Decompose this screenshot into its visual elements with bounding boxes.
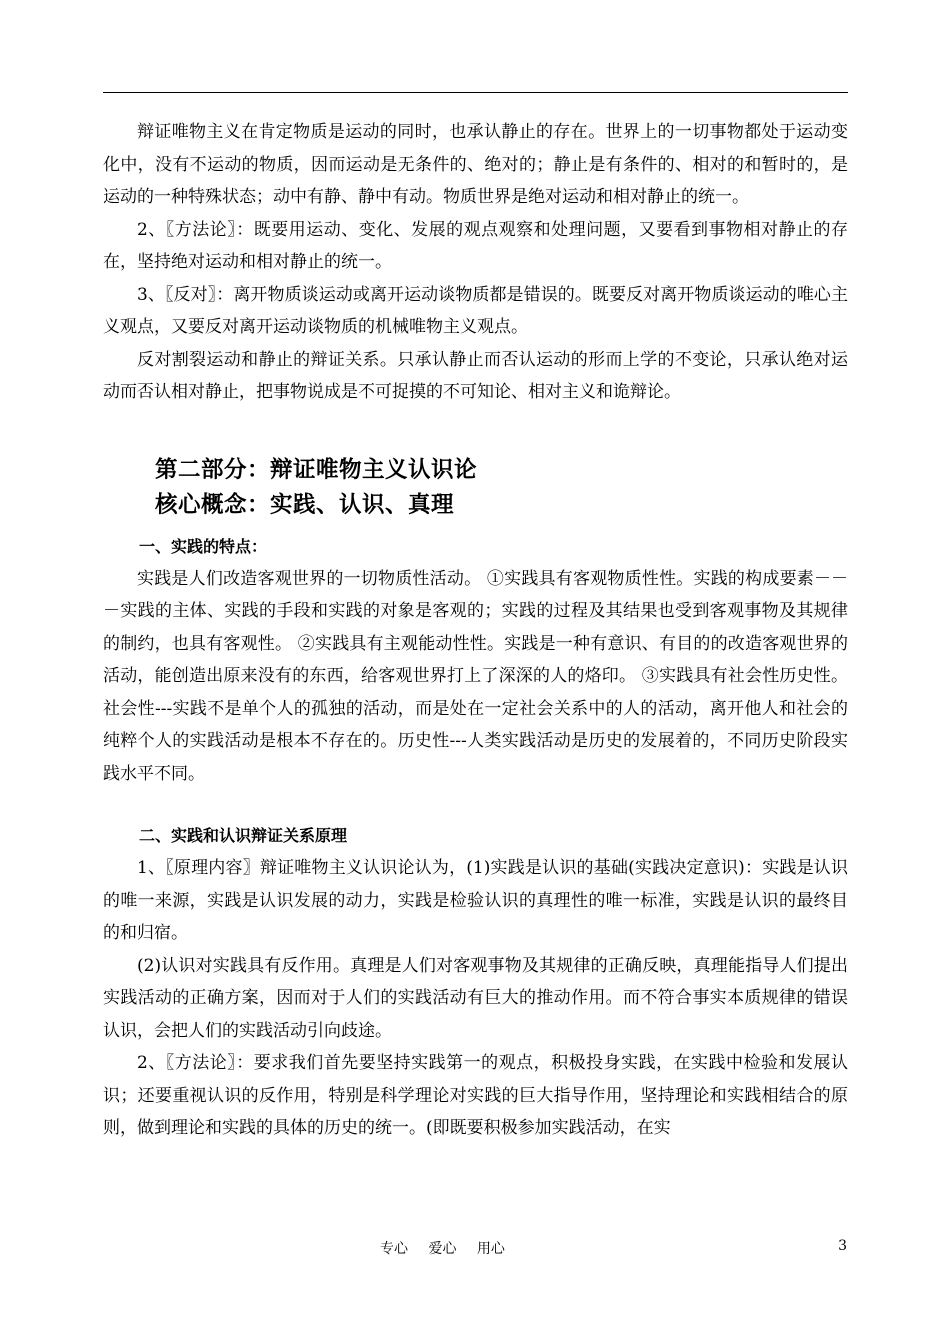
footer-motto: 专心 爱心 用心	[380, 1241, 505, 1257]
page-number: 3	[838, 1238, 847, 1254]
paragraph-principle: 1、〖原理内容〗辩证唯物主义认识论认为，(1)实践是认识的基础(实践决定意识)：实践是认识的唯一来源，实践是认识发展的动力，实践是检验认识的真理性的唯一标准，实践是认识的最终目的和归宿。	[103, 858, 848, 943]
page-footer	[0, 1238, 950, 1262]
paragraph-practice-features: 实践是人们改造客观世界的一切物质性活动。 ①实践具有客观物质性性。实践的构成要素－－－实践的主体、实践的手段和实践的对象是客观的；实践的过程及其结果也受到客观事物及其规律的制约，也具有客观性。 ②实践具有主观能动性性。实践是一种有意识、有目的的改造客观世界的活动，能创造出原来没有的东西，给客观世界打上了深深的人的烙印。 ③实践具有社会性历史性。社会性---实践不是单个人的孤独的活动，而是处在一定社会关系中的人的活动，离开他人和社会的纯粹个人的实践活动是根本不存在的。历史性---人类实践活动是历史的发展着的，不同历史阶段实践水平不同。	[103, 568, 848, 784]
paragraph-oppose-split: 反对割裂运动和静止的辩证关系。只承认静止而否认运动的形而上学的不变论，只承认绝对运动而否认相对静止，把事物说成是不可捉摸的不可知论、相对主义和诡辩论。	[103, 349, 848, 402]
section-heading-practice-cognition: 二、实践和认识辩证关系原理	[139, 826, 348, 845]
header-rule	[103, 92, 848, 93]
page-body	[103, 116, 848, 1145]
paragraph-methodology-2: 2、〖方法论〗：要求我们首先要坚持实践第一的观点，积极投身实践，在实践中检验和发展认识；还要重视认识的反作用，特别是科学理论对实践的巨大指导作用，坚持理论和实践相结合的原则，做到理论和实践的具体的历史的统一。(即既要积极参加实践活动，在实	[103, 1053, 848, 1138]
paragraph-oppose: 3、〖反对〗：离开物质谈运动或离开运动谈物质都是错误的。既要反对离开物质谈运动的唯心主义观点，又要反对离开运动谈物质的机械唯物主义观点。	[103, 284, 848, 337]
core-concepts-title: 核心概念：实践、认识、真理	[155, 491, 455, 518]
paragraph-reaction: (2)认识对实践具有反作用。真理是人们对客观事物及其规律的正确反映，真理能指导人们提出实践活动的正确方案，因而对于人们的实践活动有巨大的推动作用。而不符合事实本质规律的错误认识，会把人们的实践活动引向歧途。	[103, 955, 848, 1041]
paragraph-methodology: 2、〖方法论〗：既要用运动、变化、发展的观点观察和处理问题，又要看到事物相对静止的存在，坚持绝对运动和相对静止的统一。	[103, 219, 848, 272]
section-heading-practice: 一、实践的特点：	[139, 536, 268, 556]
part-title: 第二部分：辩证唯物主义认识论	[155, 456, 478, 483]
paragraph-motion-rest: 辩证唯物主义在肯定物质是运动的同时，也承认静止的存在。世界上的一切事物都处于运动变化中，没有不运动的物质，因而运动是无条件的、绝对的；静止是有条件的、相对的和暂时的，是运动的一种特殊状态；动中有静、静中有动。物质世界是绝对运动和相对静止的统一。	[103, 122, 848, 207]
